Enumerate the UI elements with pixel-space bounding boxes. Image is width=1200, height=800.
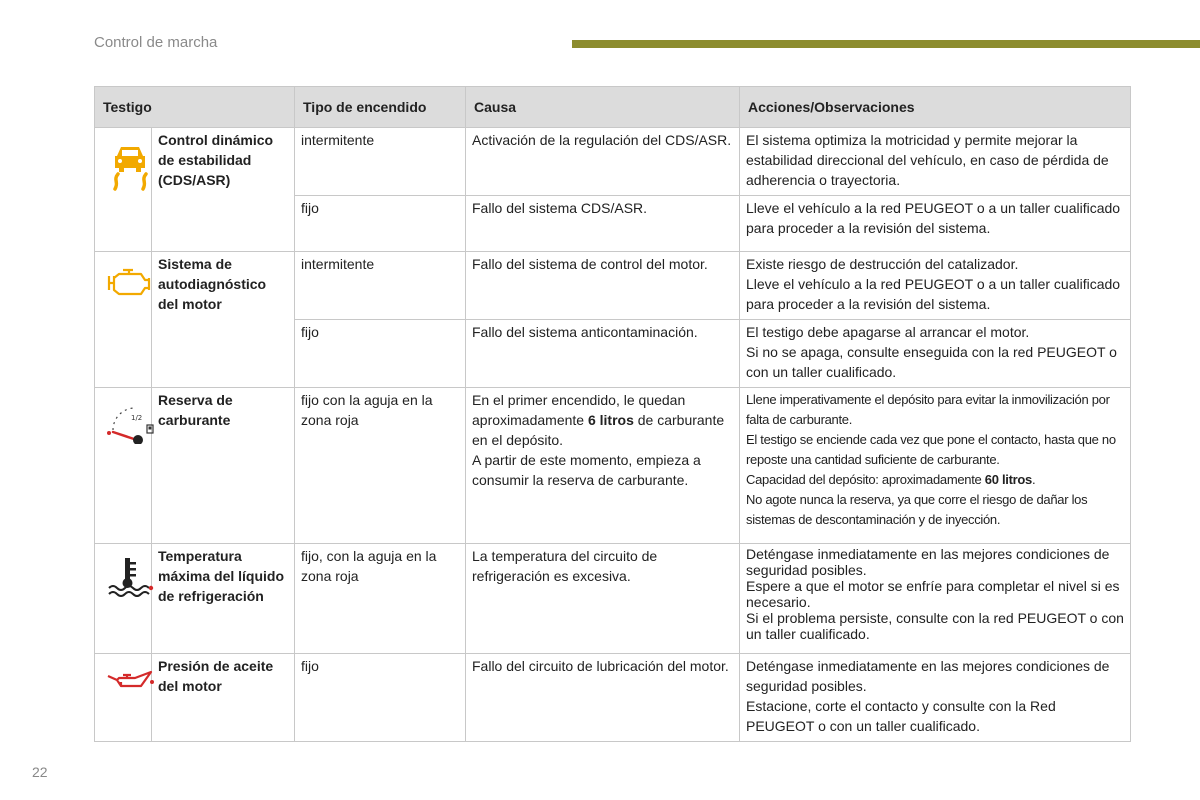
coolant-temperature-icon [105, 556, 155, 600]
accion-text: Si no se apaga, consulte enseguida con la red PEUGEOT o con un taller cualificado. [746, 344, 1117, 380]
acciones-cell [740, 388, 1131, 544]
causa-cell: Activación de la regulación del CDS/ASR. [466, 128, 740, 196]
column-header-tipo: Tipo de encendido [295, 87, 466, 128]
causa-cell: Fallo del sistema de control del motor. [466, 252, 740, 320]
icon-cell [95, 654, 152, 742]
icon-cell [95, 544, 152, 654]
oil-can-icon [105, 668, 157, 702]
warning-name: Presión de aceite del motor [152, 654, 295, 742]
table-row [95, 544, 1131, 654]
accion-text: Deténgase inmediatamente en las mejores condiciones de seguridad posibles. [746, 658, 1110, 694]
table-row [95, 654, 1131, 742]
capacity-value: 60 litros [984, 472, 1032, 487]
causa-text-extra: A partir de este momento, empieza a consumir la reserva de carburante. [472, 452, 701, 488]
icon-cell [95, 128, 152, 252]
warning-name: Temperatura máxima del líquido de refrigeración [152, 544, 295, 654]
icon-cell [95, 252, 152, 388]
capacity-end: . [1031, 472, 1036, 487]
acciones-cell [740, 544, 1131, 654]
engine-icon [105, 262, 155, 302]
tipo-cell: fijo [295, 196, 466, 252]
accion-text: El testigo se enciende cada vez que pone el contacto, hasta que no reposte una cantidad suficiente de carburante. [746, 432, 1116, 467]
accion-text: Lleve el vehículo a la red PEUGEOT o a un taller cualificado para proceder a la revisión del sistema. [746, 276, 1121, 312]
column-header-acciones: Acciones/Observaciones [740, 87, 1131, 128]
warning-name: Reserva de carburante [152, 388, 295, 544]
header-accent-bar [572, 40, 1200, 48]
fuel-gauge-icon [105, 400, 157, 444]
icon-cell [95, 388, 152, 544]
causa-cell: Fallo del sistema CDS/ASR. [466, 196, 740, 252]
tipo-cell: fijo [295, 320, 466, 388]
tipo-cell: fijo, con la aguja en la zona roja [295, 544, 466, 654]
acciones-cell [740, 252, 1131, 320]
causa-text: de carburante en el depósito. [472, 412, 725, 448]
warning-name: Control dinámico de estabilidad (CDS/ASR) [152, 128, 295, 252]
gauge-label: 1/2 [131, 414, 143, 422]
section-title: Control de marcha [94, 34, 218, 51]
column-header-testigo: Testigo [95, 87, 295, 128]
causa-cell: Fallo del sistema anticontaminación. [466, 320, 740, 388]
tank-capacity [746, 470, 1124, 490]
warning-lights-table [94, 86, 1131, 742]
table-row [95, 388, 1131, 544]
warning-name: Sistema de autodiagnóstico del motor [152, 252, 295, 388]
page-number: 22 [32, 764, 48, 780]
causa-cell [466, 388, 740, 544]
table-row [95, 252, 1131, 320]
accion-text: El testigo debe apagarse al arrancar el motor. [746, 324, 1030, 340]
fuel-remaining: 6 litros [587, 412, 634, 428]
accion-text: No agote nunca la reserva, ya que corre el riesgo de dañar los sistemas de descontaminación y de inyección. [746, 492, 1088, 527]
causa-cell: Fallo del circuito de lubricación del motor. [466, 654, 740, 742]
accion-text: Si el problema persiste, consulte con la red PEUGEOT o con un taller cualificado. [746, 610, 1124, 642]
accion-text: Existe riesgo de destrucción del catalizador. [746, 256, 1019, 272]
table-row [95, 128, 1131, 196]
acciones-cell [740, 654, 1131, 742]
tipo-cell: intermitente [295, 128, 466, 196]
accion-text: Espere a que el motor se enfríe para completar el nivel si es necesario. [746, 578, 1120, 610]
accion-text: Estacione, corte el contacto y consulte con la Red PEUGEOT o con un taller cualificado. [746, 698, 1056, 734]
tipo-cell: fijo [295, 654, 466, 742]
tipo-cell: intermitente [295, 252, 466, 320]
table-header-row [95, 87, 1131, 128]
acciones-cell [740, 196, 1131, 252]
accion-text: El sistema optimiza la motricidad y permite mejorar la estabilidad direccional del vehículo, en caso de pérdida de adherencia o trayectoria. [746, 132, 1109, 188]
causa-text: En el primer encendido, le quedan aproximadamente [472, 392, 686, 428]
accion-text: Llene imperativamente el depósito para evitar la inmovilización por falta de carburante. [746, 392, 1110, 427]
acciones-cell [740, 128, 1131, 196]
causa-cell: La temperatura del circuito de refrigeración es excesiva. [466, 544, 740, 654]
capacity-label: Capacidad del depósito: aproximadamente [746, 472, 985, 487]
column-header-causa: Causa [466, 87, 740, 128]
acciones-cell [740, 320, 1131, 388]
accion-text: Deténgase inmediatamente en las mejores condiciones de seguridad posibles. [746, 546, 1110, 578]
skidding-car-icon [105, 142, 155, 194]
tipo-cell: fijo con la aguja en la zona roja [295, 388, 466, 544]
accion-text: Lleve el vehículo a la red PEUGEOT o a un taller cualificado para proceder a la revisión del sistema. [746, 200, 1121, 236]
